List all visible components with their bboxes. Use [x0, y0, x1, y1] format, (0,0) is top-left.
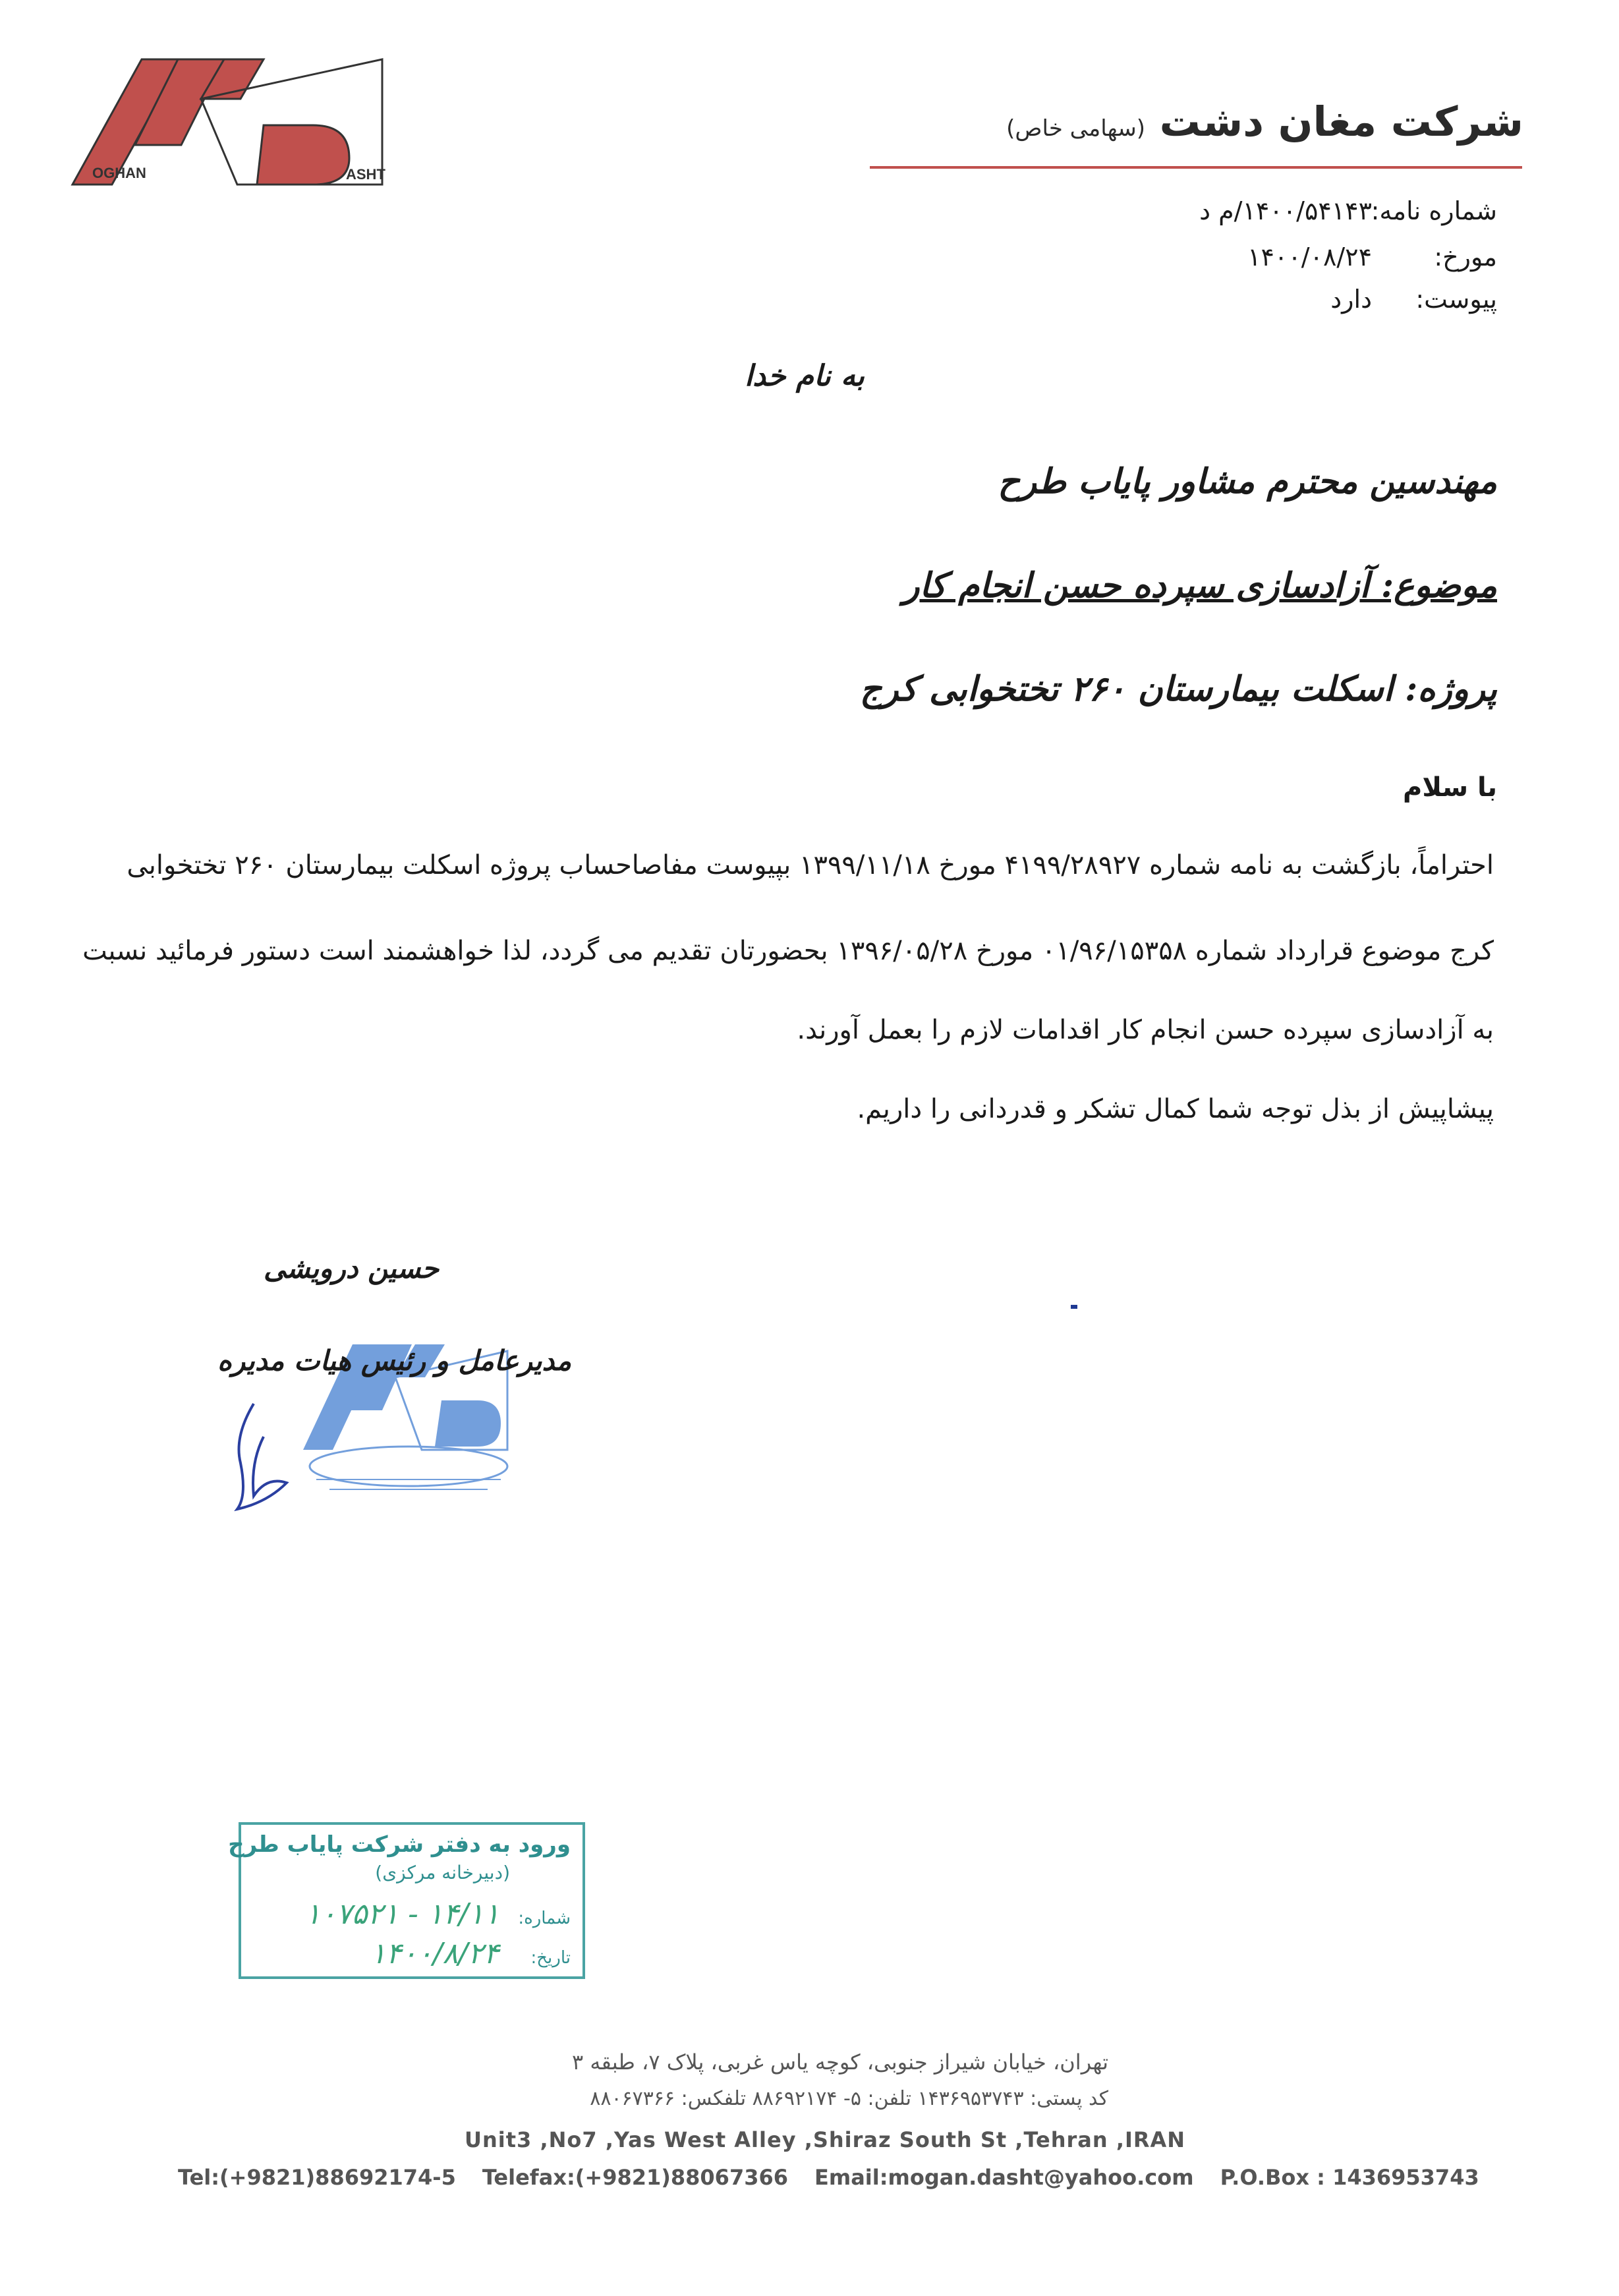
- ink-mark: [1071, 1305, 1077, 1309]
- receipt-date-value: ۱۴۰۰/۸/۲۴: [370, 1937, 499, 1970]
- receipt-date-row: [370, 1937, 571, 1970]
- footer-contact-en: [178, 2165, 1479, 2190]
- date-value: ۱۴۰۰/۰۸/۲۴: [1247, 243, 1372, 272]
- letter-number-label: شماره نامه:: [1371, 196, 1497, 225]
- company-name: [1006, 98, 1523, 146]
- attachment-label: پیوست:: [1415, 285, 1497, 314]
- footer-address-fa: تهران، خیابان شیراز جنوبی، کوچه یاس غربی، پلاک ۷، طبقه ۳: [572, 2050, 1108, 2075]
- signatory-title: مدیرعامل و رئیس هیات مدیره: [217, 1344, 572, 1377]
- handwritten-signature: [227, 1397, 306, 1516]
- project: پروژه: اسکلت بیمارستان ۲۶۰ تختخوابی کرج: [859, 669, 1497, 709]
- company-logo: [66, 53, 395, 191]
- logo-text-left: OGHAN: [92, 165, 146, 181]
- footer-email: Email:mogan.dasht@yahoo.com: [814, 2165, 1194, 2190]
- footer-tel: Tel:(+9821)88692174-5: [178, 2165, 456, 2190]
- attachment-value: دارد: [1330, 285, 1372, 314]
- footer-pobox: P.O.Box : 1436953743: [1220, 2165, 1479, 2190]
- footer-address-en: Unit3 ,No7 ,Yas West Alley ,Shiraz South St ,Tehran ,IRAN: [465, 2127, 1186, 2152]
- date-label: مورخ:: [1434, 243, 1497, 272]
- signatory-name: حسین درویشی: [264, 1252, 440, 1284]
- paragraph-line-3: به آزادسازی سپرده حسن انجام کار اقدامات لازم را بعمل آورند.: [797, 1015, 1494, 1045]
- footer-telefax: Telefax:(+9821)88067366: [482, 2165, 788, 2190]
- paragraph-line-1: احتراماً، بازگشت به نامه شماره ۴۱۹۹/۲۸۹۲۷ مورخ ۱۳۹۹/۱۱/۱۸ بپیوست مفاصاحساب پروژه اسکلت بیمارستان ۲۶۰ تختخوابی: [127, 850, 1494, 880]
- footer-contact-fa: کد پستی: ۱۴۳۶۹۵۳۷۴۳ تلفن: ۵- ۸۸۶۹۲۱۷۴ تلفکس: ۸۸۰۶۷۳۶۶: [590, 2087, 1108, 2110]
- letter-number-row: [1199, 196, 1497, 225]
- receipt-date-label: تاریخ:: [530, 1948, 571, 1968]
- receipt-stamp: [228, 1822, 585, 1979]
- receipt-number-row: [305, 1897, 571, 1931]
- recipient: مهندسین محترم مشاور پایاب طرح: [998, 461, 1497, 502]
- attachment-row: [1330, 285, 1497, 314]
- date-row: [1247, 243, 1497, 272]
- subject: موضوع: آزادسازی سپرده حسن انجام کار: [903, 565, 1497, 606]
- bismillah: به نام خدا: [745, 359, 865, 393]
- company-name-text: شرکت مغان دشت: [1159, 98, 1523, 146]
- receipt-stamp-line1: ورود به دفتر شرکت پایاب طرح: [228, 1831, 571, 1858]
- receipt-stamp-line2: (دبیرخانه مرکزی): [375, 1862, 510, 1883]
- greeting: با سلام: [1403, 772, 1497, 803]
- letter-number-value: ۱۴۰۰/۵۴۱۴۳/م د: [1199, 196, 1372, 225]
- logo-text-right: ASHT: [346, 166, 385, 183]
- receipt-number-label: شماره:: [518, 1909, 571, 1928]
- company-type: (سهامی خاص): [1006, 115, 1145, 142]
- paragraph-line-2: کرج موضوع قرارداد شماره ۰۱/۹۶/۱۵۳۵۸ مورخ ۱۳۹۶/۰۵/۲۸ بحضورتان تقدیم می گردد، لذا خواهشمند است دستور فرمائید نسبت: [82, 936, 1494, 966]
- receipt-number-value: ۱۴/۱۱ - ۱۰۷۵۲۱: [305, 1897, 500, 1931]
- header-divider: [870, 166, 1522, 169]
- paragraph-line-4: پیشاپیش از بذل توجه شما کمال تشکر و قدردانی را داریم.: [857, 1094, 1494, 1124]
